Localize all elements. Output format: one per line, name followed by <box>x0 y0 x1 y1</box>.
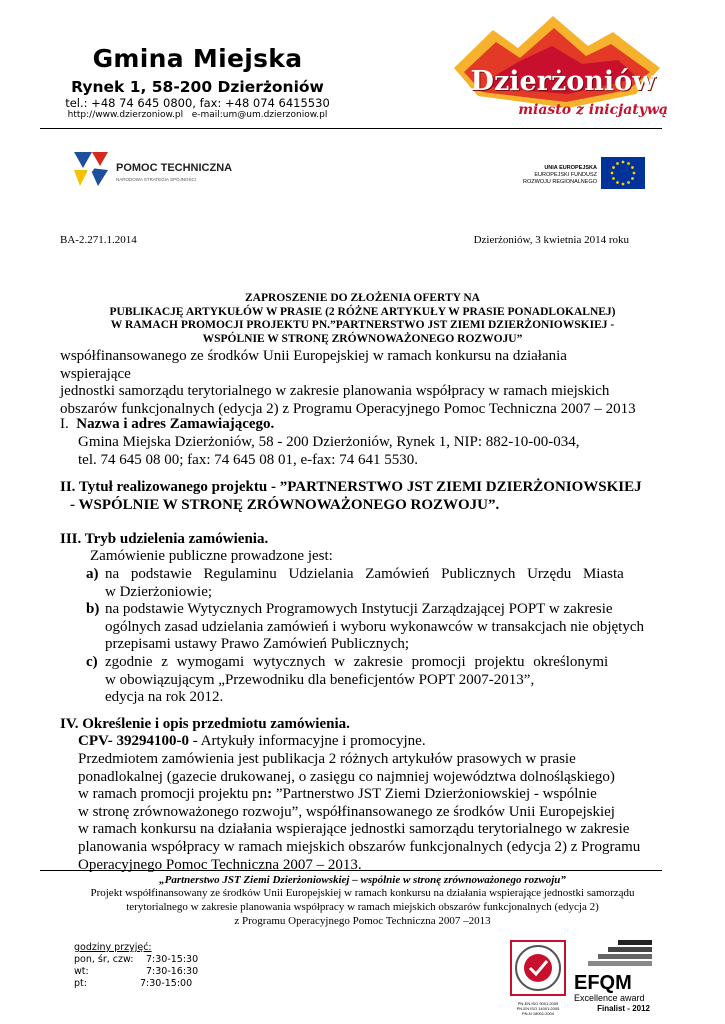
cert-line-3: PN-N 18001:2004 <box>521 1011 555 1016</box>
header-title: Gmina Miejska <box>92 44 303 73</box>
section-1-number: I. <box>60 416 69 432</box>
section-3-title: III. Tryb udzielenia zamówienia. <box>60 531 269 547</box>
intro-text-1: współfinansowanego ze środków Unii Europejskiej w ramach konkursu na działania wspierające <box>60 348 567 382</box>
title-line-4: WSPÓLNIE W STRONĘ ZRÓWNOWAŻONEGO ROZWOJU” <box>202 332 523 345</box>
section-2-text-2: - WSPÓLNIE W STRONĘ ZRÓWNOWAŻONEGO ROZWOJU”. <box>70 497 500 513</box>
pomoc-techniczna-logo <box>70 146 240 192</box>
item-c-letter: c) <box>86 654 98 670</box>
item-a-line-2: w Dzierżoniowie; <box>105 583 213 600</box>
header-rule <box>40 128 662 129</box>
footer-motto: „Partnerstwo JST Ziemi Dzierżoniowskiej – wspólnie w stronę zrównoważonego rozwoju” <box>159 874 566 886</box>
hours-row-3 <box>74 978 254 990</box>
hours-row-2 <box>74 966 254 978</box>
header-address: Rynek 1, 58-200 Dzierżoniów <box>71 78 324 96</box>
header-email-link[interactable]: e-mail:um@um.dzierzoniow.pl <box>191 110 328 120</box>
section-4-title: IV. Określenie i opis przedmiotu zamówienia. <box>60 716 350 732</box>
header-web <box>0 110 395 120</box>
title-line-1: ZAPROSZENIE DO ZŁOŻENIA OFERTY NA <box>245 292 480 304</box>
hours-day-3: pt: <box>74 978 87 989</box>
s4-line-3-start: w ramach promocji projektu pn <box>78 786 268 803</box>
footer-line-3: z Programu Operacyjnego Pomoc Techniczna 2007 –2013 <box>234 915 491 927</box>
footer-line-2: terytorialnego w zakresie planowania współpracy w ramach miejskich obszarów funkcjonalnych (edycja 2) <box>126 901 599 913</box>
hours-day-1: pon, śr, czw: <box>74 954 134 965</box>
city-logo <box>448 10 666 122</box>
item-b-line-1: na podstawie Wytycznych Programowych Instytucji Zarządzającej POPT w zakresie <box>105 601 613 617</box>
hours-title: godziny przyjęć: <box>74 942 152 953</box>
hours-time-1: 7:30-15:30 <box>146 954 199 965</box>
efqm-name: EFQM <box>574 972 632 994</box>
item-b-line-3: przepisami ustawy Prawo Zamówień Publicznych; <box>105 636 410 653</box>
section-4-heading <box>60 716 350 734</box>
s4-line-4: w stronę zrównoważonego rozwoju”, współfinansowanego ze środków Unii Europejskiej <box>78 803 615 820</box>
item-a-text-1: na podstawie Regulaminu Udzielania Zamówień Publicznych Urzędu Miasta <box>105 566 624 582</box>
s4-line-5: w ramach konkursu na działania wspierające jednostki samorządu terytorialnego w zakresie <box>78 821 630 838</box>
item-c-text <box>105 654 637 707</box>
cert-line-1: PN-EN ISO 9001:2009 <box>517 1001 559 1006</box>
section-4-cpv <box>78 733 426 751</box>
efqm-award: Excellence award <box>574 993 645 1003</box>
pt-name: POMOC TECHNICZNA <box>116 162 233 174</box>
efqm-stairs-icon <box>574 938 654 968</box>
intro-line-2 <box>60 383 638 401</box>
eu-line3: ROZWOJU REGIONALNEGO <box>523 179 597 185</box>
section-2-text-1: II. Tytuł realizowanego projektu - ”PARTNERSTWO JST ZIEMI DZIERŻONIOWSKIEJ <box>60 479 642 495</box>
section-4-paragraph <box>78 751 641 874</box>
cpv-description: - Artykuły informacyjne i promocyjne. <box>188 733 426 749</box>
title-line-3: W RAMACH PROMOCJI PROJEKTU PN.”PARTNERSTWO JST ZIEMI DZIERŻONIOWSKIEJ - <box>110 319 615 331</box>
s4-line-3-end: ”Partnerstwo JST Ziemi Dzierżoniowskiej - wspólnie <box>272 786 597 803</box>
office-hours <box>74 942 254 990</box>
s4-line-6: planowania współpracy w ramach miejskich obszarów funkcjonalnych (edycja 2) z Programu <box>78 838 641 855</box>
item-c-line-1: zgodnie z wymogami wytycznych w zakresie promocji projektu określonymi <box>105 654 609 670</box>
header-phone: tel.: +48 74 645 0800, fax: +48 074 6415530 <box>65 96 330 110</box>
header-www-link[interactable]: http://www.dzierzoniow.pl <box>67 110 184 120</box>
item-a-letter: a) <box>86 566 99 582</box>
hours-row-1 <box>74 954 254 966</box>
item-c-line-2: w obowiązującym „Przewodniku dla beneficjentów POPT 2007-2013”, <box>105 671 535 688</box>
section-1-heading <box>60 416 274 434</box>
intro-line-3: obszarów funkcjonalnych (edycja 2) z Programu Operacyjnego Pomoc Techniczna 2007 – 2013 <box>60 400 636 417</box>
efqm-finalist: Finalist - 2012 <box>597 1004 650 1013</box>
document-date: Dzierżoniów, 3 kwietnia 2014 roku <box>473 234 629 246</box>
cert-line-2: PN-EN ISO 14001:2005 <box>516 1006 560 1011</box>
s4-line-3 <box>78 786 638 804</box>
s4-line-1: Przedmiotem zamówienia jest publikacja 2 różnych artykułów prasowych w prasie <box>78 751 576 767</box>
hours-time-2: 7:30-16:30 <box>146 966 199 977</box>
certification-logo <box>510 940 566 1014</box>
footer-line-1: Projekt współfinansowany ze środków Unii Europejskiej w ramach konkursu na działania wspierające jednostki samorządu <box>90 887 635 899</box>
eu-line2: EUROPEJSKI FUNDUSZ <box>534 172 597 178</box>
item-b-letter: b) <box>86 601 100 617</box>
item-b-line-2: ogólnych zasad udzielania zamówień i wyboru wykonawców w transakcjach nie objętych <box>105 618 644 635</box>
s4-line-2: ponadlokalnej (gazecie drukowanej, o zasięgu co najmniej województwa dolnośląskiego) <box>78 768 615 785</box>
document-reference: BA-2.271.1.2014 <box>60 234 137 246</box>
item-a-label <box>86 566 99 584</box>
intro-paragraph <box>60 348 638 418</box>
hours-time-3: 7:30-15:00 <box>140 978 193 989</box>
logo-city-name: Dzierżoniów <box>470 66 656 97</box>
eu-flag-icon <box>601 157 645 189</box>
pt-star-icon <box>70 148 110 188</box>
s4-line-7: Operacyjnego Pomoc Techniczna 2007 – 2013. <box>78 856 362 873</box>
eu-line1: UNIA EUROPEJSKA <box>544 165 597 171</box>
title-line-2: PUBLIKACJĘ ARTYKUŁÓW W PRASIE (2 RÓŻNE ARTYKUŁY W PRASIE PONADLOKALNEJ) <box>109 305 616 318</box>
pt-sub: NARODOWA STRATEGIA SPÓJNOŚCI <box>116 177 197 182</box>
section-1-title: Nazwa i adres Zamawiającego. <box>76 416 275 432</box>
section-2-line-2 <box>70 497 499 515</box>
section-3-heading <box>60 531 268 549</box>
document-title <box>60 292 665 346</box>
item-c-line-3: edycja na rok 2012. <box>105 689 224 706</box>
eu-logo <box>505 157 645 191</box>
cert-seal-icon <box>510 940 566 996</box>
section-1-line-1: Gmina Miejska Dzierżoniów, 58 - 200 Dzierżoniów, Rynek 1, NIP: 882-10-00-034, <box>78 434 580 450</box>
intro-text-2: jednostki samorządu terytorialnego w zakresie planowania współpracy w ramach miejskich <box>60 383 610 400</box>
item-b-label <box>86 601 99 619</box>
section-1-line-2: tel. 74 645 08 00; fax: 74 645 08 01, e-fax: 74 641 5530. <box>78 452 418 468</box>
logo-slogan: miasto z inicjatywą <box>518 102 668 118</box>
footer-rule <box>40 870 662 871</box>
item-a-text <box>105 566 637 601</box>
efqm-logo <box>574 938 654 1016</box>
intro-line-1 <box>60 348 638 383</box>
item-c-label <box>86 654 98 672</box>
item-a-line-1 <box>105 566 637 584</box>
item-b-text <box>105 601 644 654</box>
s4-line-3-colon: : <box>267 786 273 803</box>
hours-day-2: wt: <box>74 966 89 977</box>
cpv-code: CPV- 39294100-0 <box>78 733 189 749</box>
section-3-intro: Zamówienie publiczne prowadzone jest: <box>90 548 333 564</box>
section-2-line-1 <box>60 479 642 497</box>
